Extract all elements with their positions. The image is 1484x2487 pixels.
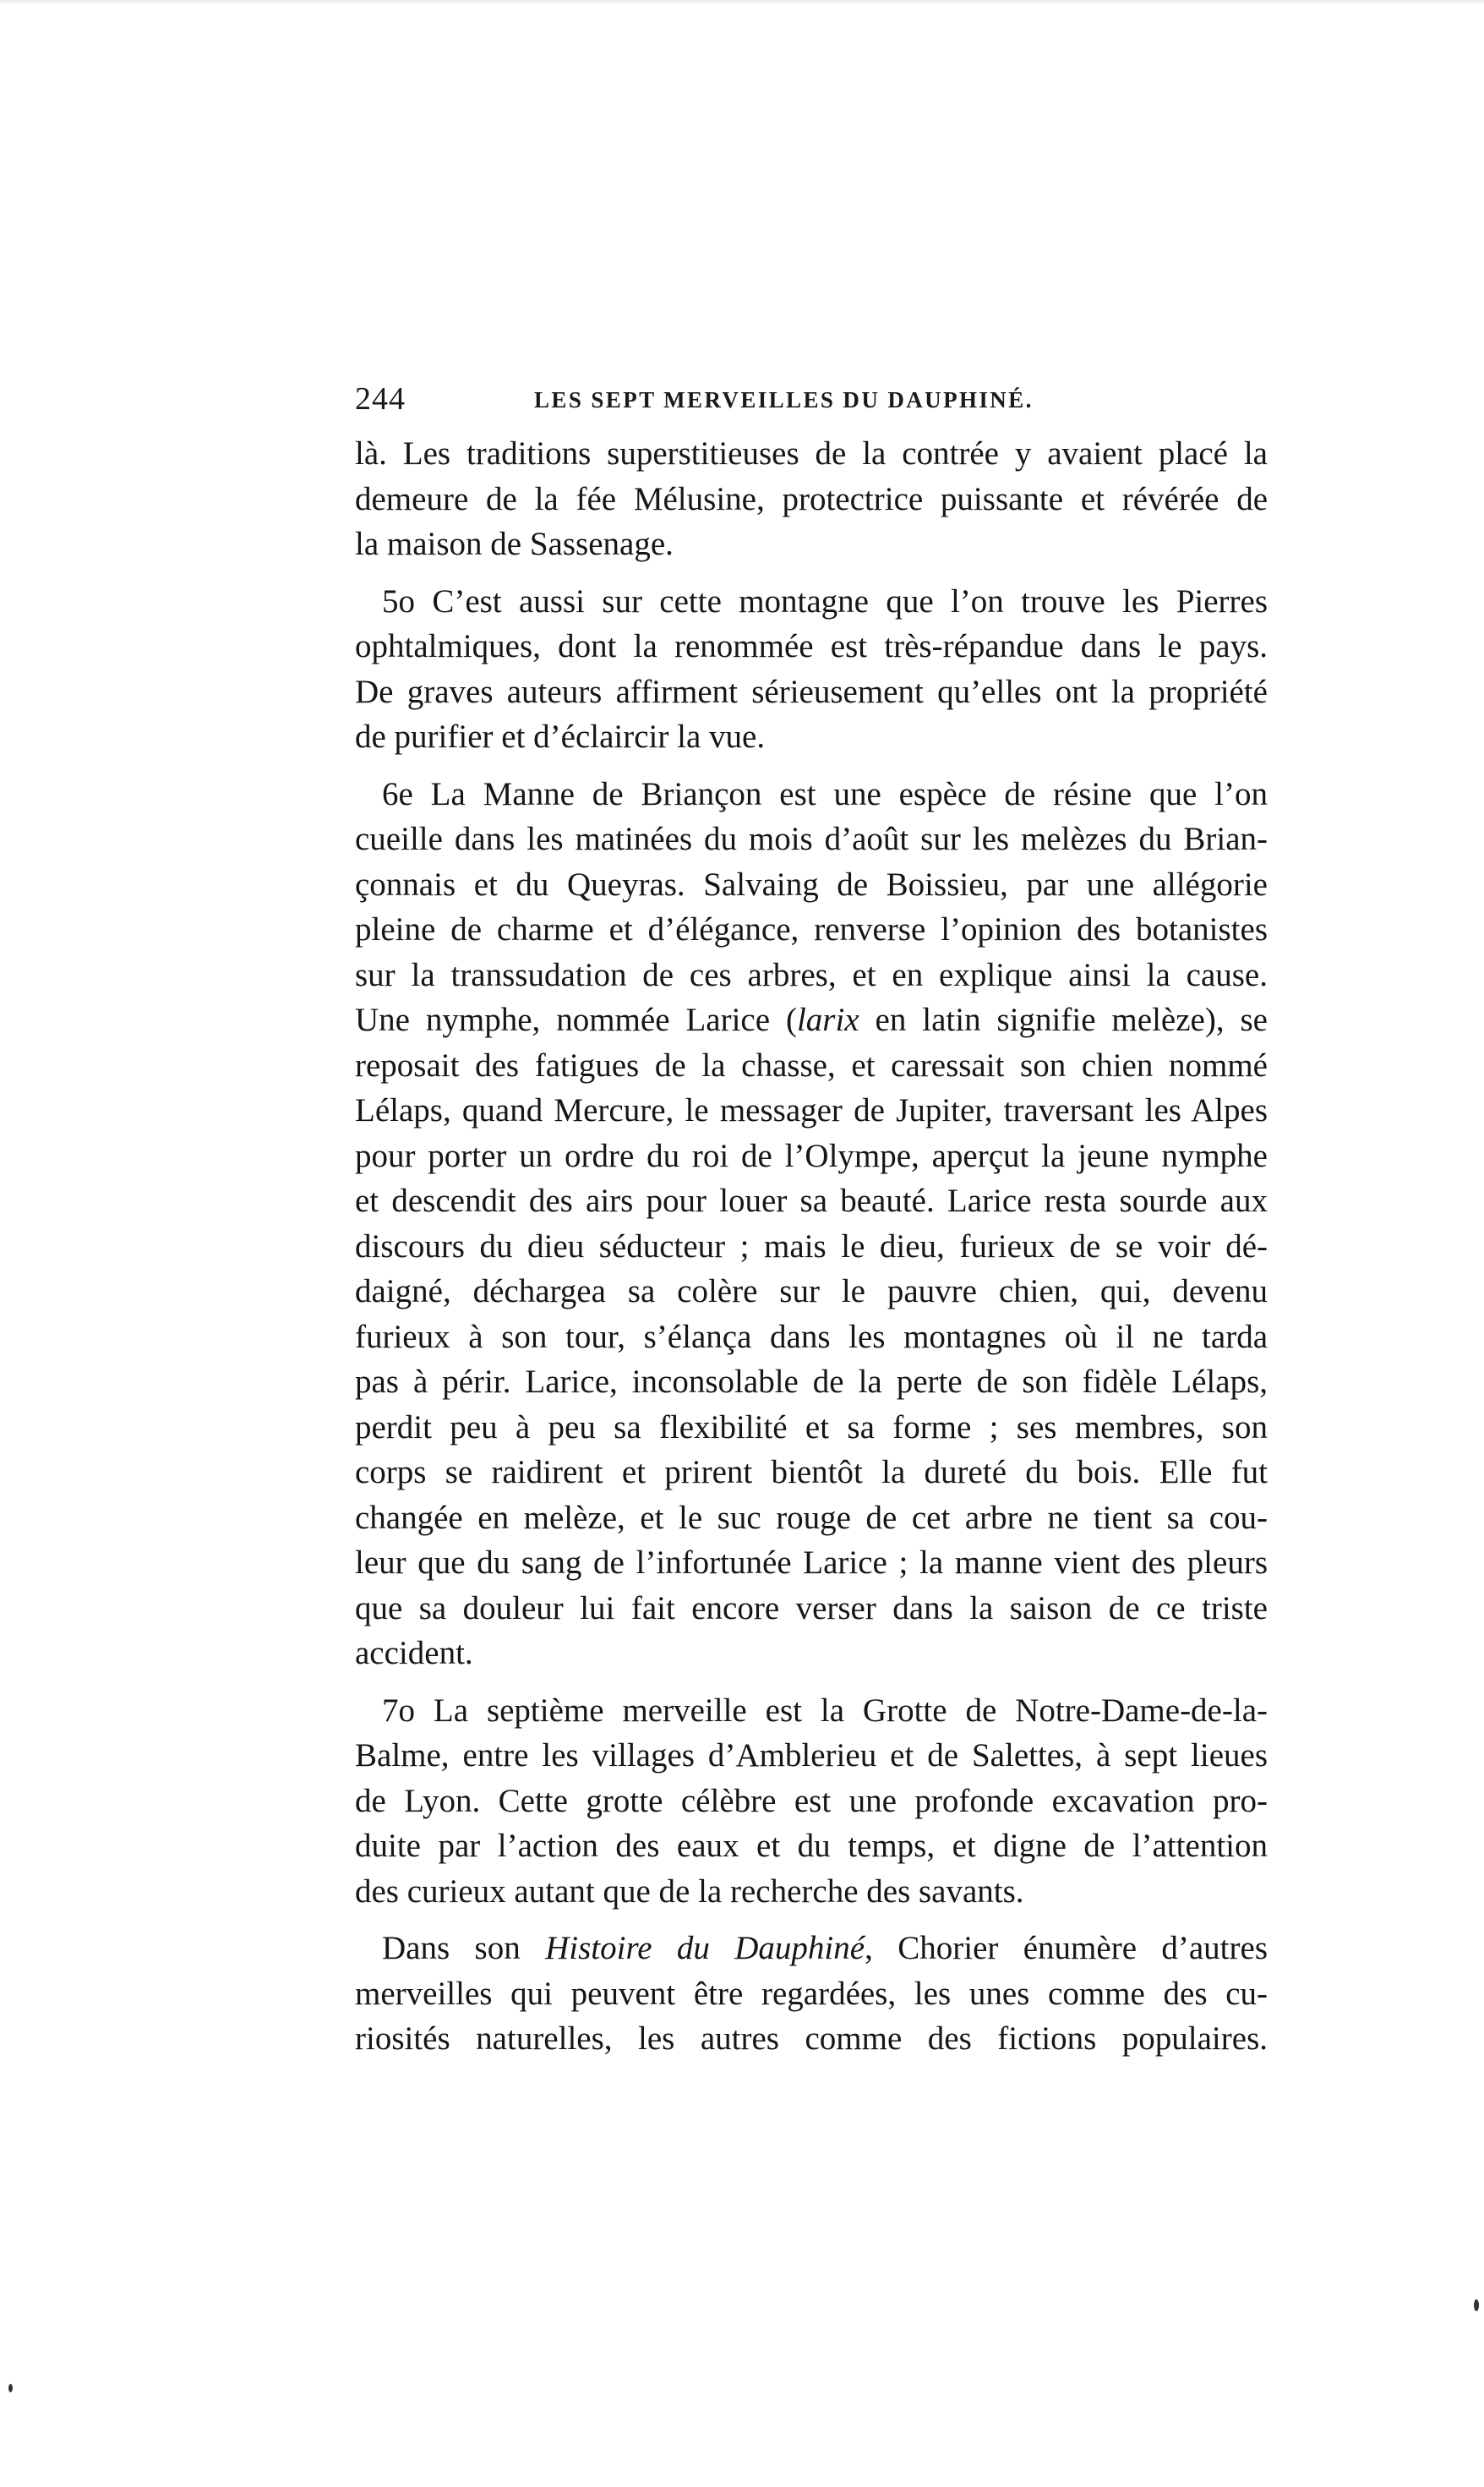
text-line: discours du dieu séducteur ; mais le dieu, furieux de se voir dé- — [355, 1227, 1268, 1265]
text-line: çonnais et du Queyras. Salvaing de Boissieu, par une allégorie — [355, 866, 1268, 903]
text-line-mixed — [355, 998, 1268, 1043]
text-line: Lélaps, quand Mercure, le messager de Jupiter, traversant les Alpes — [355, 1092, 1268, 1129]
text-line: 5o C’est aussi sur cette montagne que l’on trouve les Pierres — [382, 582, 1268, 620]
text-line: perdit peu à peu sa flexibilité et sa forme ; ses membres, son — [355, 1408, 1268, 1446]
scan-speck — [1474, 2299, 1479, 2311]
text-segment: , Chorier énumère d’autres — [865, 1930, 1268, 1966]
scan-edge — [0, 0, 1484, 5]
text-line: changée en melèze, et le suc rouge de cet arbre ne tient sa cou- — [355, 1499, 1268, 1536]
text-line: Balme, entre les villages d’Amblerieu et de Salettes, à sept lieues — [355, 1737, 1268, 1774]
paragraph-1 — [355, 431, 1268, 567]
page-header — [355, 380, 1268, 431]
text-line: de purifier et d’éclaircir la vue. — [355, 719, 766, 755]
text-segment: Une nymphe, nommée Larice ( — [355, 1002, 797, 1038]
paragraph-4 — [355, 1688, 1268, 1915]
text-line: de Lyon. Cette grotte célèbre est une profonde excavation pro- — [355, 1782, 1268, 1819]
scan-speck — [8, 2384, 13, 2392]
text-line: pour porter un ordre du roi de l’Olympe, aperçut la jeune nymphe — [355, 1137, 1268, 1174]
text-line: accident. — [355, 1635, 473, 1671]
text-line: des curieux autant que de la recherche des savants. — [355, 1872, 1024, 1910]
text-line: demeure de la fée Mélusine, protectrice puissante et révérée de — [355, 480, 1268, 517]
text-line: sur la transsudation de ces arbres, et en explique ainsi la cause. — [355, 956, 1268, 993]
text-segment: en latin signifie melèze), se — [859, 1002, 1268, 1038]
text-line: cueille dans les matinées du mois d’août sur les melèzes du Brian- — [355, 821, 1268, 857]
text-line: 7o La septième merveille est la Grotte de Notre-Dame-de-la- — [382, 1692, 1268, 1729]
italic-title: Histoire du Dauphiné — [545, 1930, 865, 1966]
text-line: pleine de charme et d’élégance, renverse l’opinion des botanistes — [355, 911, 1268, 948]
text-line: que sa douleur lui fait encore verser dans la saison de ce triste — [355, 1589, 1268, 1626]
paragraph-3 — [355, 772, 1268, 1676]
text-line: là. Les traditions superstitieuses de la contrée y avaient placé la — [355, 435, 1268, 472]
text-line: merveilles qui peuvent être regardées, les unes comme des cu- — [355, 1975, 1268, 2012]
text-line: riosités naturelles, les autres comme des fictions populaires. — [355, 2020, 1268, 2057]
text-segment: Dans son — [382, 1930, 546, 1966]
text-line: la maison de Sassenage. — [355, 526, 674, 562]
paragraph-5 — [355, 1926, 1268, 2062]
paragraph-2 — [355, 579, 1268, 760]
text-line: ophtalmiques, dont la renommée est très-répandue dans le pays. — [355, 628, 1268, 664]
text-line: reposait des fatigues de la chasse, et caressait son chien nommé — [355, 1047, 1268, 1084]
page-number: 244 — [355, 381, 406, 417]
text-line: duite par l’action des eaux et du temps, et digne de l’attention — [355, 1828, 1268, 1864]
text-line: leur que du sang de l’infortunée Larice ; la manne vient des pleurs — [355, 1544, 1268, 1581]
text-line: furieux à son tour, s’élança dans les montagnes où il ne tarda — [355, 1318, 1268, 1355]
text-line: 6e La Manne de Briançon est une espèce de résine que l’on — [382, 775, 1268, 812]
text-line: daigné, déchargea sa colère sur le pauvre chien, qui, devenu — [355, 1273, 1268, 1309]
running-title: LES SEPT MERVEILLES DU DAUPHINÉ. — [534, 387, 1034, 413]
body-text — [355, 431, 1268, 2074]
text-line: pas à périr. Larice, inconsolable de la perte de son fidèle Lélaps, — [355, 1364, 1268, 1400]
text-line: corps se raidirent et prirent bientôt la dureté du bois. Elle fut — [355, 1454, 1268, 1490]
text-line: et descendit des airs pour louer sa beauté. Larice resta sourde aux — [355, 1183, 1268, 1219]
text-line-mixed — [355, 1926, 1268, 1971]
italic-term: larix — [796, 1002, 859, 1038]
text-line: De graves auteurs affirment sérieusement qu’elles ont la propriété — [355, 673, 1268, 710]
